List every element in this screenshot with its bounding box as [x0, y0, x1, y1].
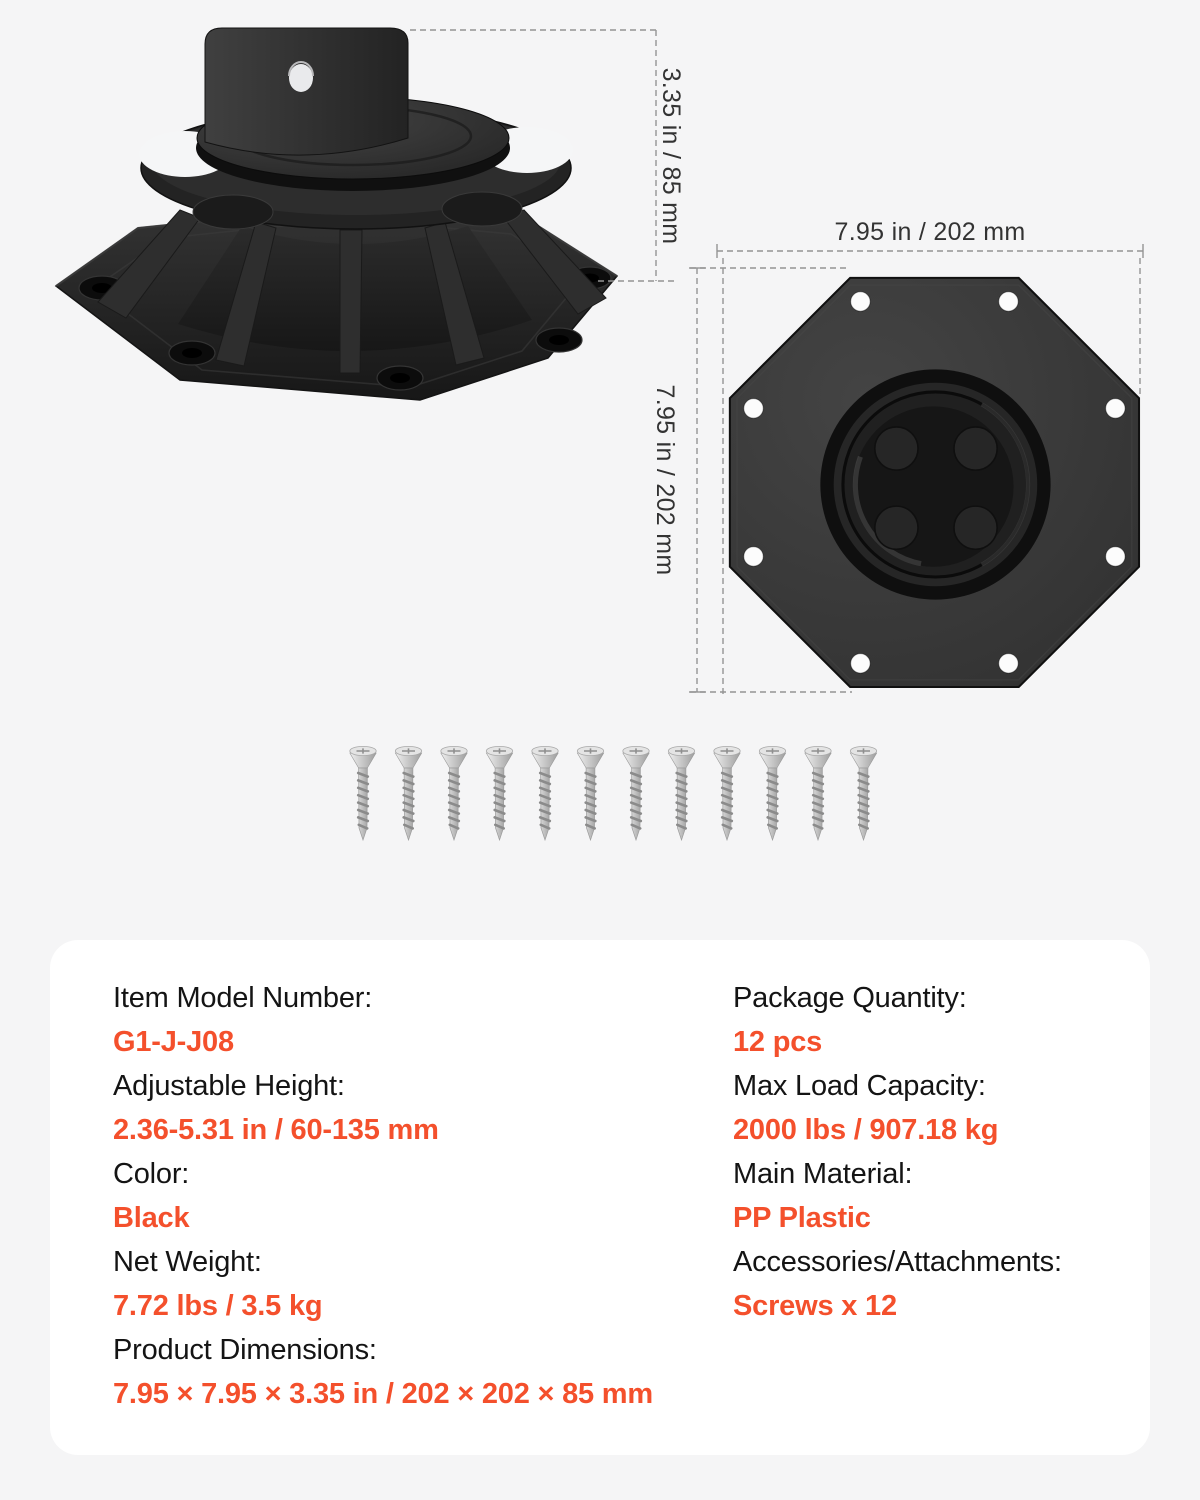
spec-label: Item Model Number:	[113, 982, 373, 1014]
spec-label: Adjustable Height:	[113, 1070, 345, 1102]
spec-value: 7.72 lbs / 3.5 kg	[113, 1290, 323, 1322]
screw-icon	[759, 746, 785, 840]
spec-label: Package Quantity:	[733, 982, 967, 1014]
spec-item	[113, 1240, 653, 1328]
spec-value: Black	[113, 1202, 190, 1234]
spec-column-left	[113, 976, 653, 1416]
base-depth-dimension-label: 7.95 in / 202 mm	[651, 384, 679, 576]
pedestal-height-dimension-label: 3.35 in / 85 mm	[657, 67, 685, 245]
pedestal-illustration	[56, 28, 617, 400]
spec-label: Main Material:	[733, 1158, 913, 1190]
screw-icon	[577, 746, 603, 840]
screw-icon	[805, 746, 831, 840]
spec-label: Max Load Capacity:	[733, 1070, 986, 1102]
spec-item	[733, 1152, 1062, 1240]
spec-value: 12 pcs	[733, 1026, 823, 1058]
spec-value: Screws x 12	[733, 1290, 897, 1322]
screw-icon	[532, 746, 558, 840]
screw-icon	[441, 746, 467, 840]
spec-card	[50, 940, 1150, 1455]
screw-icon	[668, 746, 694, 840]
screw-icon	[350, 746, 376, 840]
spec-item	[733, 1240, 1062, 1328]
spec-label: Product Dimensions:	[113, 1334, 377, 1366]
screw-icon	[486, 746, 512, 840]
spec-value: PP Plastic	[733, 1202, 871, 1234]
spec-item	[113, 976, 653, 1064]
spec-label: Net Weight:	[113, 1246, 262, 1278]
spec-value: 7.95 × 7.95 × 3.35 in / 202 × 202 × 85 mm	[113, 1378, 653, 1410]
base-width-dimension-label: 7.95 in / 202 mm	[834, 218, 1026, 246]
base-plate-socket	[820, 369, 1050, 599]
spec-item	[113, 1064, 653, 1152]
spec-value: G1-J-J08	[113, 1026, 234, 1058]
spec-item	[113, 1328, 653, 1416]
base-bottom-illustration	[730, 278, 1139, 687]
screws-illustration	[339, 744, 897, 848]
pedestal-tab	[205, 28, 408, 155]
spec-value: 2000 lbs / 907.18 kg	[733, 1114, 999, 1146]
spec-label: Color:	[113, 1158, 190, 1190]
spec-item	[733, 1064, 1062, 1152]
screw-icon	[623, 746, 649, 840]
tab-hole	[289, 64, 313, 92]
spec-label: Accessories/Attachments:	[733, 1246, 1062, 1278]
spec-column-right	[733, 976, 1062, 1328]
spec-value: 2.36-5.31 in / 60-135 mm	[113, 1114, 439, 1146]
screw-icon	[850, 746, 876, 840]
screw-icon	[395, 746, 421, 840]
spec-item	[113, 1152, 653, 1240]
spec-item	[733, 976, 1062, 1064]
screw-icon	[714, 746, 740, 840]
